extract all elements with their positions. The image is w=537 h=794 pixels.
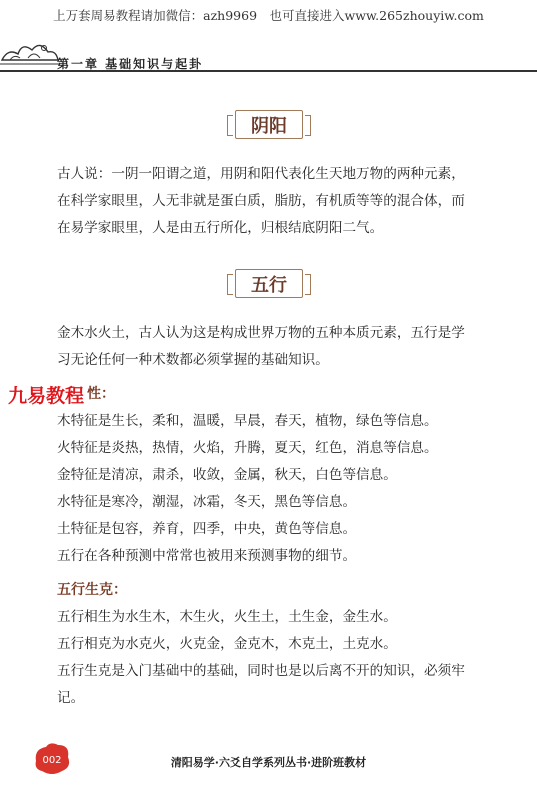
trait-line: 五行在各种预测中常常也被用来预测事物的细节。 [57, 548, 357, 564]
chapter-title: 第一章 基础知识与起卦 [57, 57, 204, 71]
wuxing-intro-paragraph [57, 320, 467, 374]
trait-line: 土特征是包容，养育，四季，中央，黄色等信息。 [57, 521, 357, 537]
text-line: 古人说：一阴一阳谓之道，用阴和阳代表化生天地万物的两种元素， [57, 166, 465, 182]
cloud-ornament-icon [0, 30, 60, 70]
yinyang-paragraph [57, 161, 467, 242]
section-heading-yinyang: 阴阳 [235, 110, 303, 139]
wuxing-traits-block [57, 381, 467, 570]
page-number: 002 [42, 755, 62, 766]
trait-line: 火特征是炎热，热情，火焰，升腾，夏天，红色，消息等信息。 [57, 440, 438, 456]
shengke-line: 五行相克为水克火，火克金，金克木，木克土，土克水。 [57, 636, 397, 652]
shengke-line: 五行相生为水生木，木生火，火生土，土生金，金生水。 [57, 609, 397, 625]
trait-line: 木特征是生长，柔和，温暖，早晨，春天，植物，绿色等信息。 [57, 413, 438, 429]
text-line: 金木水火土，古人认为这是构成世界万物的五种本质元素，五行是学 [57, 325, 465, 341]
text-line: 在易学家眼里，人是由五行所化，归根结底阴阳二气。 [57, 220, 384, 236]
shengke-line: 记。 [57, 690, 85, 706]
shengke-line: 五行生克是入门基础中的基础，同时也是以后离不开的知识，必须牢 [57, 663, 465, 679]
text-line: 在科学家眼里，人无非就是蛋白质，脂肪，有机质等等的混合体，而 [57, 193, 465, 209]
text-line: 习无论任何一种术数都必须掌握的基础知识。 [57, 352, 329, 368]
shengke-block [57, 577, 467, 712]
traits-subheading: 性： [87, 386, 115, 402]
trait-line: 水特征是寒冷，潮湿，冰霜，冬天，黑色等信息。 [57, 494, 357, 510]
watermark-logo: 九易教程 [8, 381, 86, 408]
watermark-text: 上万套周易教程请加微信：azh9969 也可直接进入www.265zhouyiw.com [53, 8, 484, 23]
shengke-subheading: 五行生克： [57, 582, 127, 598]
footer-text: 清阳易学·六爻自学系列丛书·进阶班教材 [170, 756, 367, 769]
trait-line: 金特征是清凉，肃杀，收敛，金属，秋天，白色等信息。 [57, 467, 397, 483]
section-heading-wuxing: 五行 [235, 269, 303, 298]
